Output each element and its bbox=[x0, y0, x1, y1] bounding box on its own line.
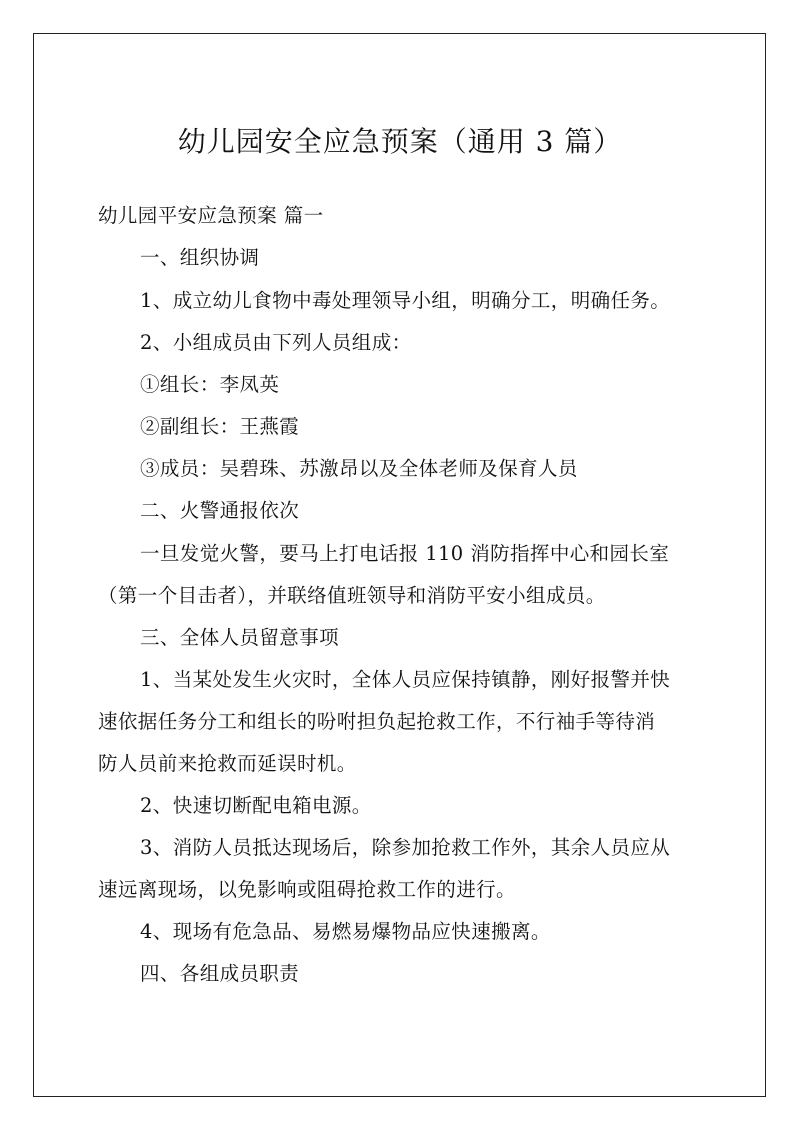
paragraph-line: 1、成立幼儿食物中毒处理领导小组，明确分工，明确任务。 bbox=[140, 289, 671, 312]
paragraph-line: 1、当某处发生火灾时，全体人员应保持镇静，刚好报警并快 bbox=[140, 668, 671, 691]
paragraph-line: 2、快速切断配电箱电源。 bbox=[140, 794, 372, 817]
paragraph-line: 一、组织协调 bbox=[140, 246, 260, 269]
paragraph-line: ①组长：李凤英 bbox=[140, 373, 280, 396]
paragraph-line: ②副组长：王燕霞 bbox=[140, 415, 300, 438]
paragraph-line: 2、小组成员由下列人员组成： bbox=[140, 331, 412, 354]
paragraph-line: 4、现场有危急品、易燃易爆物品应快速搬离。 bbox=[140, 920, 551, 943]
paragraph-line: （第一个目击者），并联络值班领导和消防平安小组成员。 bbox=[98, 584, 606, 607]
paragraph-line: 防人员前来抢救而延误时机。 bbox=[98, 752, 357, 775]
paragraph-line: ③成员：吴碧珠、苏激昂以及全体老师及保育人员 bbox=[140, 457, 578, 480]
section-heading: 幼儿园平安应急预案 篇一 bbox=[98, 204, 324, 227]
document-title: 幼儿园安全应急预案（通用 3 篇） bbox=[177, 125, 623, 158]
paragraph-line: 二、火警通报依次 bbox=[140, 499, 300, 522]
paragraph-line: 一旦发觉火警，要马上打电话报 110 消防指挥中心和园长室 bbox=[140, 542, 670, 565]
paragraph-line: 3、消防人员抵达现场后，除参加抢救工作外，其余人员应从 bbox=[140, 836, 671, 859]
paragraph-line: 速依据任务分工和组长的吩咐担负起抢救工作，不行袖手等待消 bbox=[98, 710, 656, 733]
paragraph-line: 速远离现场，以免影响或阻碍抢救工作的进行。 bbox=[98, 878, 516, 901]
paragraph-line: 三、全体人员留意事项 bbox=[140, 626, 340, 649]
paragraph-line: 四、各组成员职责 bbox=[140, 962, 300, 985]
